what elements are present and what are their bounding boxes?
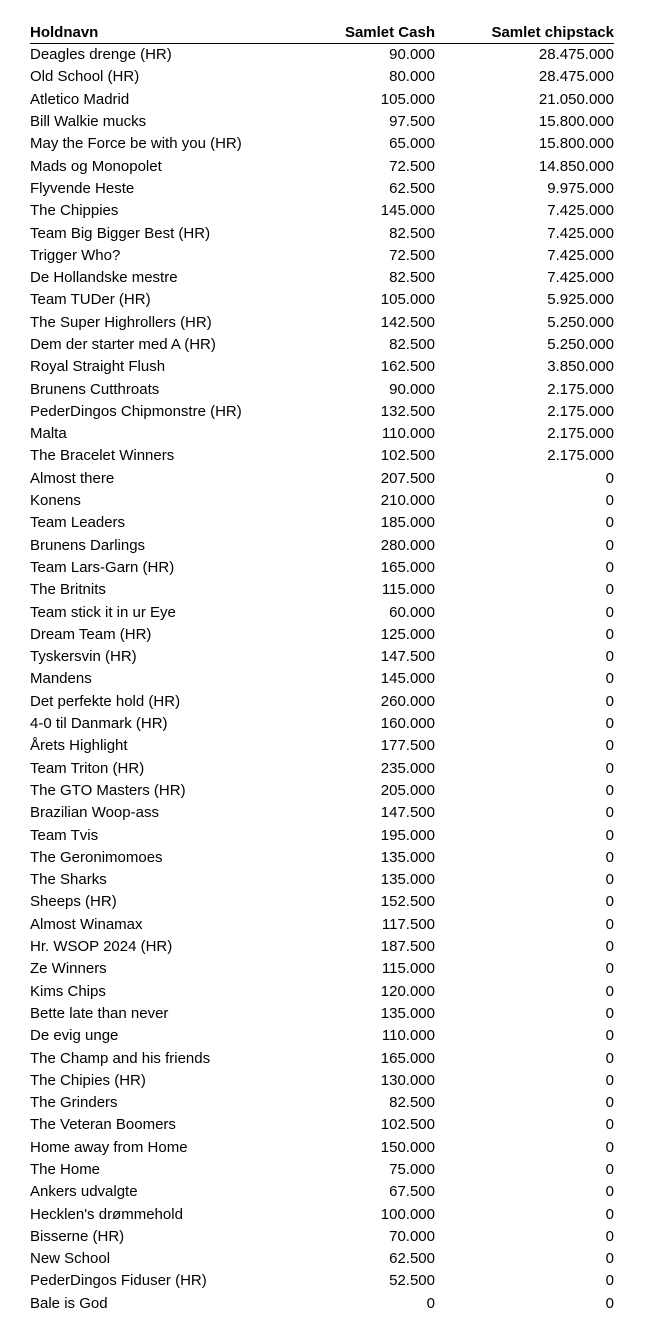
header-total-cash: Samlet Cash [344, 23, 435, 41]
cash-cell: 150.000 [380, 1138, 435, 1156]
table-row [30, 445, 614, 467]
team-name-cell: Team TUDer (HR) [30, 291, 151, 309]
team-name-cell: Konens [30, 492, 81, 510]
table-row [30, 178, 614, 200]
team-name-cell: Dream Team (HR) [30, 625, 152, 643]
cash-cell: 160.000 [380, 715, 435, 733]
team-name-cell: The GTO Masters (HR) [30, 781, 186, 799]
table-row [30, 111, 614, 133]
team-name-cell: Bette late than never [30, 1004, 169, 1022]
table-row [30, 200, 614, 222]
cash-cell: 102.500 [380, 1116, 435, 1134]
team-name-cell: The Champ and his friends [30, 1049, 211, 1067]
cash-cell: 120.000 [380, 982, 435, 1000]
table-row [30, 646, 614, 668]
cash-cell: 90.000 [389, 380, 435, 398]
team-name-cell: Kims Chips [30, 982, 106, 1000]
table-row [30, 468, 614, 490]
table-row [30, 668, 614, 690]
chipstack-cell: 0 [605, 1049, 614, 1067]
team-name-cell: The Sharks [30, 871, 107, 889]
cash-cell: 72.500 [389, 246, 435, 264]
cash-cell: 75.000 [389, 1160, 435, 1178]
team-name-cell: Team stick it in ur Eye [30, 603, 176, 621]
cash-cell: 132.500 [380, 402, 435, 420]
table-row [30, 624, 614, 646]
cash-cell: 82.500 [389, 224, 435, 242]
cash-cell: 110.000 [381, 425, 435, 443]
table-row [30, 512, 614, 534]
team-name-cell: Team Lars-Garn (HR) [30, 558, 175, 576]
chipstack-cell: 0 [605, 1116, 614, 1134]
table-header-row [30, 22, 614, 44]
cash-cell: 70.000 [389, 1227, 435, 1245]
cash-cell: 147.500 [380, 648, 435, 666]
chipstack-cell: 0 [605, 1205, 614, 1223]
chipstack-cell: 7.425.000 [547, 224, 614, 242]
team-name-cell: The Bracelet Winners [30, 447, 175, 465]
chipstack-cell: 0 [605, 826, 614, 844]
team-name-cell: Hr. WSOP 2024 (HR) [30, 938, 173, 956]
cash-cell: 105.000 [380, 90, 435, 108]
cash-cell: 97.500 [389, 113, 435, 131]
chipstack-cell: 0 [605, 848, 614, 866]
cash-cell: 0 [426, 1294, 435, 1312]
cash-cell: 165.000 [380, 558, 435, 576]
cash-cell: 52.500 [389, 1272, 435, 1290]
table-row [30, 312, 614, 334]
chipstack-cell: 2.175.000 [547, 402, 614, 420]
cash-cell: 62.500 [389, 179, 435, 197]
table-row [30, 758, 614, 780]
table-row [30, 914, 614, 936]
cash-cell: 195.000 [380, 826, 435, 844]
chipstack-cell: 0 [605, 514, 614, 532]
chipstack-cell: 0 [605, 1094, 614, 1112]
cash-cell: 235.000 [380, 759, 435, 777]
chipstack-cell: 0 [605, 871, 614, 889]
table-row [30, 1248, 614, 1270]
table-row [30, 713, 614, 735]
table-row [30, 780, 614, 802]
chipstack-cell: 2.175.000 [547, 447, 614, 465]
table-row [30, 847, 614, 869]
cash-cell: 125.000 [380, 625, 435, 643]
cash-cell: 67.500 [389, 1183, 435, 1201]
chipstack-cell: 0 [605, 1027, 614, 1045]
cash-cell: 205.000 [380, 781, 435, 799]
team-name-cell: The Chipies (HR) [30, 1071, 146, 1089]
table-row [30, 334, 614, 356]
chipstack-cell: 0 [605, 625, 614, 643]
table-row [30, 579, 614, 601]
cash-cell: 62.500 [389, 1250, 435, 1268]
table-row [30, 1070, 614, 1092]
table-row [30, 245, 614, 267]
team-name-cell: Mandens [30, 670, 92, 688]
chipstack-cell: 9.975.000 [547, 179, 614, 197]
team-name-cell: The Chippies [30, 202, 119, 220]
table-row [30, 222, 614, 244]
table-row [30, 802, 614, 824]
table-row [30, 155, 614, 177]
chipstack-cell: 0 [605, 1272, 614, 1290]
chipstack-cell: 0 [605, 915, 614, 933]
chipstack-cell: 7.425.000 [547, 202, 614, 220]
chipstack-cell: 5.925.000 [547, 291, 614, 309]
chipstack-cell: 28.475.000 [538, 68, 614, 86]
team-name-cell: Almost there [30, 469, 115, 487]
team-name-cell: The Geronimomoes [30, 848, 163, 866]
table-row [30, 557, 614, 579]
team-name-cell: Ze Winners [30, 960, 107, 978]
table-row [30, 691, 614, 713]
chipstack-cell: 0 [605, 536, 614, 554]
cash-cell: 162.500 [380, 358, 435, 376]
chipstack-cell: 2.175.000 [547, 425, 614, 443]
cash-cell: 65.000 [389, 135, 435, 153]
team-name-cell: Team Tvis [30, 826, 99, 844]
chipstack-cell: 7.425.000 [547, 269, 614, 287]
team-name-cell: Home away from Home [30, 1138, 188, 1156]
cash-cell: 115.000 [381, 581, 435, 599]
team-name-cell: Hecklen's drømmehold [30, 1205, 183, 1223]
chipstack-cell: 0 [605, 1250, 614, 1268]
team-name-cell: The Home [30, 1160, 101, 1178]
cash-cell: 80.000 [389, 68, 435, 86]
chipstack-cell: 7.425.000 [547, 246, 614, 264]
table-row [30, 490, 614, 512]
table-row [30, 936, 614, 958]
team-name-cell: Årets Highlight [30, 737, 128, 755]
table-row [30, 1203, 614, 1225]
chipstack-cell: 0 [605, 759, 614, 777]
team-name-cell: Bisserne (HR) [30, 1227, 125, 1245]
team-name-cell: Sheeps (HR) [30, 893, 117, 911]
chipstack-cell: 0 [605, 492, 614, 510]
cash-cell: 82.500 [389, 1094, 435, 1112]
table-row [30, 1137, 614, 1159]
team-name-cell: 4-0 til Danmark (HR) [30, 715, 168, 733]
table-row [30, 1270, 614, 1292]
chipstack-cell: 0 [605, 715, 614, 733]
table-row [30, 66, 614, 88]
table-row [30, 1114, 614, 1136]
chipstack-cell: 0 [605, 1227, 614, 1245]
team-name-cell: The Grinders [30, 1094, 118, 1112]
chipstack-cell: 0 [605, 938, 614, 956]
team-name-cell: Old School (HR) [30, 68, 140, 86]
team-name-cell: De evig unge [30, 1027, 119, 1045]
cash-cell: 187.500 [380, 938, 435, 956]
team-name-cell: Brunens Darlings [30, 536, 146, 554]
chipstack-cell: 0 [605, 893, 614, 911]
table-row [30, 735, 614, 757]
chipstack-cell: 0 [605, 558, 614, 576]
team-name-cell: Mads og Monopolet [30, 157, 162, 175]
chipstack-cell: 0 [605, 804, 614, 822]
team-name-cell: Dem der starter med A (HR) [30, 336, 216, 353]
cash-cell: 145.000 [380, 670, 435, 688]
chipstack-cell: 0 [605, 1160, 614, 1178]
chipstack-cell: 5.250.000 [547, 336, 614, 353]
table-row [30, 289, 614, 311]
cash-cell: 147.500 [380, 804, 435, 822]
chipstack-cell: 21.050.000 [538, 90, 614, 108]
team-name-cell: De Hollandske mestre [30, 269, 178, 287]
chipstack-cell: 2.175.000 [547, 380, 614, 398]
table-row [30, 824, 614, 846]
team-standings-table [30, 22, 614, 1315]
table-row [30, 1025, 614, 1047]
table-row [30, 1159, 614, 1181]
team-name-cell: PederDingos Chipmonstre (HR) [30, 402, 242, 420]
team-name-cell: Det perfekte hold (HR) [30, 692, 181, 710]
cash-cell: 207.500 [380, 469, 435, 487]
cash-cell: 145.000 [380, 202, 435, 220]
table-row [30, 1047, 614, 1069]
cash-cell: 260.000 [380, 692, 435, 710]
chipstack-cell: 0 [605, 692, 614, 710]
team-name-cell: Malta [30, 425, 67, 443]
table-row [30, 44, 614, 66]
chipstack-cell: 0 [605, 603, 614, 621]
chipstack-cell: 0 [605, 1004, 614, 1022]
team-name-cell: The Britnits [30, 581, 106, 599]
team-name-cell: Tyskersvin (HR) [30, 648, 137, 666]
chipstack-cell: 0 [605, 648, 614, 666]
table-body [30, 44, 614, 1315]
team-name-cell: The Super Highrollers (HR) [30, 313, 212, 331]
chipstack-cell: 0 [605, 960, 614, 978]
cash-cell: 135.000 [380, 848, 435, 866]
team-name-cell: Bale is God [30, 1294, 108, 1312]
table-row [30, 401, 614, 423]
team-name-cell: PederDingos Fiduser (HR) [30, 1272, 207, 1290]
header-total-chipstack: Samlet chipstack [491, 23, 614, 41]
table-row [30, 958, 614, 980]
table-row [30, 1092, 614, 1114]
team-name-cell: Almost Winamax [30, 915, 143, 933]
team-name-cell: Deagles drenge (HR) [30, 46, 172, 64]
team-name-cell: Ankers udvalgte [30, 1183, 138, 1201]
chipstack-cell: 15.800.000 [538, 135, 614, 153]
cash-cell: 105.000 [380, 291, 435, 309]
cash-cell: 60.000 [389, 603, 435, 621]
cash-cell: 117.500 [381, 915, 435, 933]
cash-cell: 102.500 [380, 447, 435, 465]
cash-cell: 152.500 [380, 893, 435, 911]
table-row [30, 1003, 614, 1025]
table-row [30, 891, 614, 913]
chipstack-cell: 0 [605, 781, 614, 799]
chipstack-cell: 0 [605, 581, 614, 599]
chipstack-cell: 0 [605, 737, 614, 755]
cash-cell: 82.500 [389, 336, 435, 353]
team-name-cell: Brazilian Woop-ass [30, 804, 159, 822]
chipstack-cell: 3.850.000 [547, 358, 614, 376]
cash-cell: 135.000 [380, 1004, 435, 1022]
cash-cell: 90.000 [389, 46, 435, 64]
chipstack-cell: 28.475.000 [538, 46, 614, 64]
chipstack-cell: 0 [605, 1294, 614, 1312]
table-row [30, 356, 614, 378]
cash-cell: 110.000 [381, 1027, 435, 1045]
table-row [30, 869, 614, 891]
cash-cell: 115.000 [381, 960, 435, 978]
chipstack-cell: 15.800.000 [538, 113, 614, 131]
cash-cell: 82.500 [389, 269, 435, 287]
table-row [30, 1181, 614, 1203]
table-row [30, 1226, 614, 1248]
cash-cell: 100.000 [380, 1205, 435, 1223]
chipstack-cell: 0 [605, 469, 614, 487]
cash-cell: 210.000 [380, 492, 435, 510]
team-name-cell: Brunens Cutthroats [30, 380, 160, 398]
team-name-cell: Royal Straight Flush [30, 358, 166, 376]
team-name-cell: Atletico Madrid [30, 90, 130, 108]
team-name-cell: Flyvende Heste [30, 179, 135, 197]
chipstack-cell: 0 [605, 1138, 614, 1156]
team-name-cell: May the Force be with you (HR) [30, 135, 242, 153]
chipstack-cell: 14.850.000 [538, 157, 614, 175]
table-row [30, 89, 614, 111]
cash-cell: 165.000 [380, 1049, 435, 1067]
cash-cell: 72.500 [389, 157, 435, 175]
cash-cell: 280.000 [380, 536, 435, 554]
team-name-cell: New School [30, 1250, 111, 1268]
table-row [30, 267, 614, 289]
chipstack-cell: 0 [605, 982, 614, 1000]
team-name-cell: The Veteran Boomers [30, 1116, 176, 1134]
table-row [30, 535, 614, 557]
team-name-cell: Bill Walkie mucks [30, 113, 147, 131]
table-row [30, 1293, 614, 1315]
team-name-cell: Team Triton (HR) [30, 759, 145, 777]
team-name-cell: Team Leaders [30, 514, 126, 532]
cash-cell: 177.500 [380, 737, 435, 755]
cash-cell: 135.000 [380, 871, 435, 889]
chipstack-cell: 0 [605, 670, 614, 688]
cash-cell: 185.000 [380, 514, 435, 532]
table-row [30, 133, 614, 155]
cash-cell: 130.000 [380, 1071, 435, 1089]
team-name-cell: Team Big Bigger Best (HR) [30, 224, 211, 242]
header-team-name: Holdnavn [30, 23, 99, 41]
chipstack-cell: 0 [605, 1071, 614, 1089]
table-row [30, 423, 614, 445]
table-row [30, 378, 614, 400]
chipstack-cell: 5.250.000 [547, 313, 614, 331]
chipstack-cell: 0 [605, 1183, 614, 1201]
table-row [30, 980, 614, 1002]
cash-cell: 142.500 [380, 313, 435, 331]
table-row [30, 601, 614, 623]
team-name-cell: Trigger Who? [30, 246, 121, 264]
